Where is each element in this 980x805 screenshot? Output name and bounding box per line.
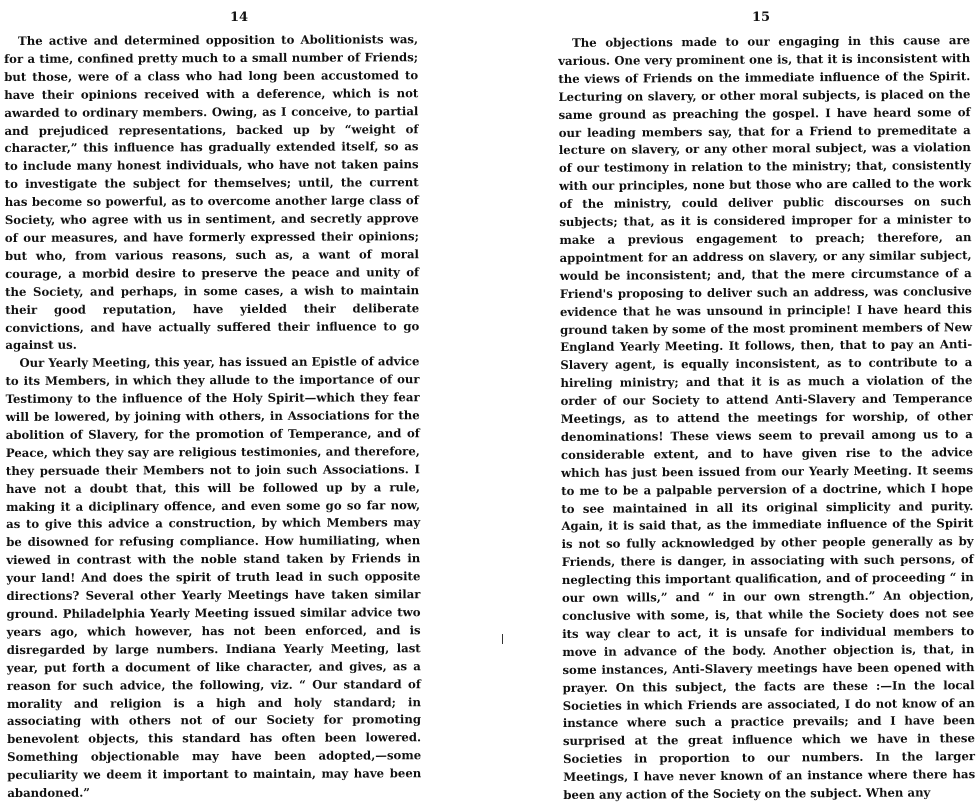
page-text: [558, 32, 975, 805]
left-page: [0, 0, 490, 801]
paragraph: The active and determined opposition to Abolitionists was, for a time, confined pretty much to a small number of Friends; but those, were of a class who had long been accustomed to have their opinions received with a deference, which is not awarded to ordinary members. Owing, as I conceive, to partial and prejudiced representations, backed up by “weight of character,” this influence has gradually extended itself, so as to include many honest individuals, who have not taken pains to investigate the subject for themselves; until, the current has become so powerful, as to overcome another large class of Society, who agree with us in sentiment, and secretly approve of our measures, and have formerly expressed their opinions; but who, from various reasons, such as, a want of moral courage, a morbid desire to preserve the peace and unity of the Society, and perhaps, in some cases, a wish to maintain their good reputation, have yielded their deliberate convictions, and have actually suffered their influence to go against us.: [4, 32, 420, 353]
page-number: 15: [751, 10, 771, 25]
page-text: [4, 31, 421, 803]
right-page: [490, 0, 980, 803]
paragraph: The objections made to our engaging in this cause are various. One very prominent one is, that it is inconsistent with the views of Friends on the immediate influence of the Spirit. Lecturing on slavery, or other moral subjects, is placed on the same ground as preaching the gospel. I have heard some of our leading members say, that for a Friend to premeditate a lecture on slavery, or any other moral subject, was a violation of our testimony in relation to the ministry; that, consistently with our principles, none but those who are called to the work of the ministry, could deliver public discourses on such subjects; that, as it is considered improper for a minister to make a previous engagement to preach; therefore, an appointment for an address on slavery, or any similar subject, would be inconsistent; and, that the mere circumstance of a Friend's proposing to deliver such an address, was conclusive evidence that he was unsound in principle! I have heard this ground taken by some of the most prominent members of New England Yearly Meeting. It follows, then, that to pay an Anti-Slavery agent, is equally inconsistent, as to contribute to a hireling ministry; and that it is as much a violation of the order of our Society to attend Anti-Slavery and Temperance Meetings, as to attend the meetings for worship, of other denominations! These views seem to prevail among us to a considerable extent, and to have given rise to the advice which has just been issued from our Yearly Meeting. It seems to me to be a palpable perversion of a doctrine, which I hope to see maintained in all its original simplicity and purity. Again, it is said that, as the immediate influence of the Spirit is not so fully acknowledged by other people generally as by Friends, there is danger, in associating with such persons, of neglecting this important qualification, and of proceeding “ in our own wills,” and “ in our own strength.” An objection, conclusive with some, is, that while the Society does not see its way clear to act, it is unsafe for individual members to move in advance of the body. Another objection is, that, in some instances, Anti-Slavery meetings have been opened with prayer. On this subject, the facts are these :—In the local Societies in which Friends are associated, I do not know of an instance where such a practice prevails; and I have been surprised at the great influence which we have in these Societies in proportion to our numbers. In the larger Meetings, I have never known of an instance where there has been any action of the Society on the subject. When any: [558, 33, 976, 803]
paragraph: Our Yearly Meeting, this year, has issued an Epistle of advice to its Members, in which they allude to the importance of our Testimony to the influence of the Holy Spirit—which they fear will be lowered, by joining with others, in Associations for the abolition of Slavery, for the promotion of Temperance, and of Peace, which they say are religious testimonies, and therefore, they persuade their Members not to join such Associations. I have not a doubt that, this will be followed up by a rule, making it a diciplinary offence, and even some go so far now, as to give this advice a construction, by which Members may be disowned for refusing compliance. How humiliating, when viewed in contrast with the noble stand taken by Friends in your land! And does the spirit of truth lead in such opposite directions? Several other Yearly Meetings have taken similar ground. Philadelphia Yearly Meeting issued similar advice two years ago, which however, has not been enforced, and is disregarded by large numbers. Indiana Yearly Meeting, last year, put forth a document of like character, and gives, as a reason for such advice, the following, viz. “ Our standard of morality and religion is a high and holy standard; in associating with others not of our Society for promoting benevolent objects, this standard has often been lowered. Something objectionable may have been adopted,—some peculiarity we deem it important to maintain, may have been abandoned.”: [5, 354, 422, 801]
page-number: 14: [229, 10, 249, 25]
